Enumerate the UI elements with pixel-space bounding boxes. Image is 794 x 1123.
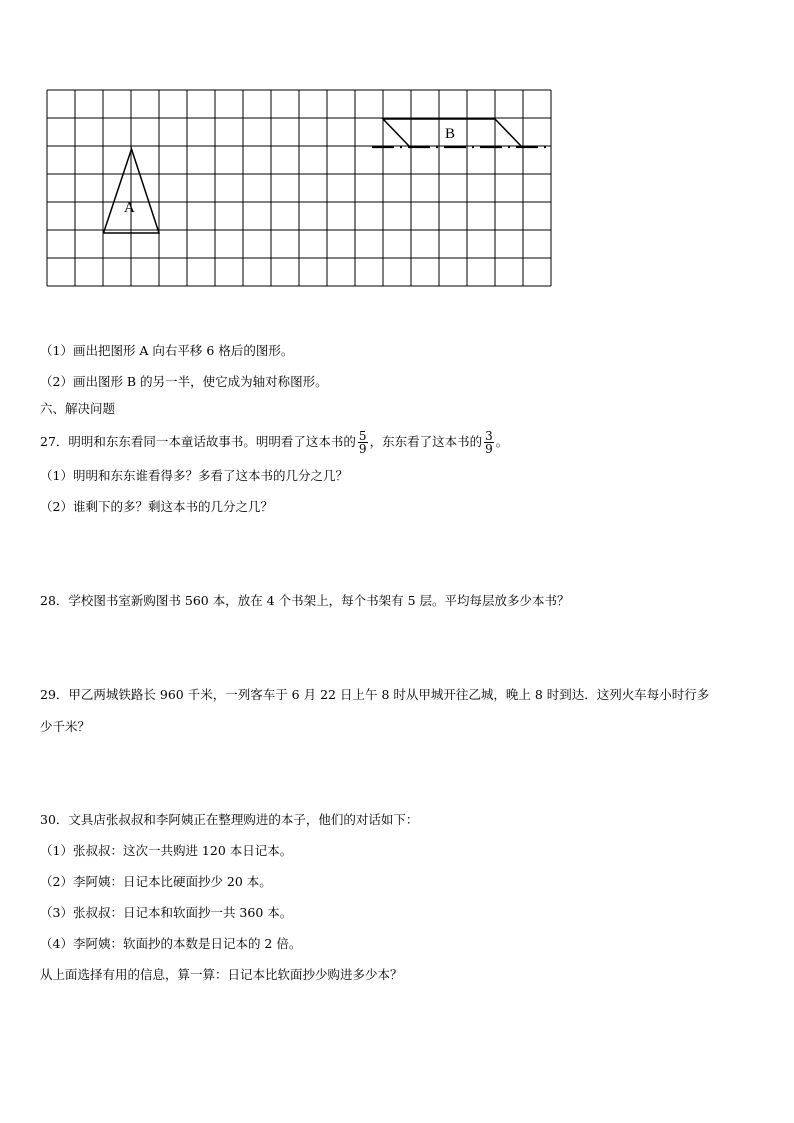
q27-stem-a: 27．明明和东东看同一本童话故事书。明明看了这本书的 xyxy=(40,434,356,449)
q30-item-1: （1）张叔叔：这次一共购进 120 本日记本。 xyxy=(40,843,293,858)
q30-item-2: （2）李阿姨：日记本比硬面抄少 20 本。 xyxy=(40,874,272,889)
q30-stem: 30．文具店张叔叔和李阿姨正在整理购进的本子，他们的对话如下： xyxy=(40,812,419,827)
q26-sub2: （2）画出图形 B 的另一半，使它成为轴对称图形。 xyxy=(40,374,328,389)
q27-stem-c: 。 xyxy=(495,434,509,449)
fraction-denominator: 9 xyxy=(485,442,493,456)
q27-sub1: （1）明明和东东谁看得多？多看了这本书的几分之几？ xyxy=(40,468,348,483)
q27-sub2: （2）谁剩下的多？剩这本书的几分之几？ xyxy=(40,499,273,514)
q30-item-4: （4）李阿姨：软面抄的本数是日记本的 2 倍。 xyxy=(40,936,302,951)
q30-item-3: （3）张叔叔：日记本和软面抄一共 360 本。 xyxy=(40,905,293,920)
fraction-denominator: 9 xyxy=(358,442,367,456)
q29-line1: 29．甲乙两城铁路长 960 千米，一列客车于 6 月 22 日上午 8 时从甲城开往乙城，晚上 8 时到达．这列火车每小时行多 xyxy=(40,687,710,702)
fraction-numerator: 5 xyxy=(358,429,367,443)
q28-text: 28．学校图书室新购图书 560 本，放在 4 个书架上，每个书架有 5 层。平均每层放多少本书？ xyxy=(40,593,570,608)
section-title: 六、解决问题 xyxy=(40,401,116,416)
label-b: B xyxy=(445,126,456,142)
q29-line2: 少千米？ xyxy=(40,719,91,734)
q30-question: 从上面选择有用的信息，算一算：日记本比软面抄少购进多少本？ xyxy=(40,967,403,982)
q27-stem-b: ，东东看了这本书的 xyxy=(369,434,483,449)
grid-figure xyxy=(0,0,794,300)
fraction-3-9 xyxy=(484,430,494,455)
fraction-5-9 xyxy=(358,430,368,455)
fraction-numerator: 3 xyxy=(485,429,493,443)
label-a: A xyxy=(124,200,135,216)
q27-stem xyxy=(40,430,508,455)
q26-sub1: （1）画出把图形 A 向右平移 6 格后的图形。 xyxy=(40,343,294,358)
